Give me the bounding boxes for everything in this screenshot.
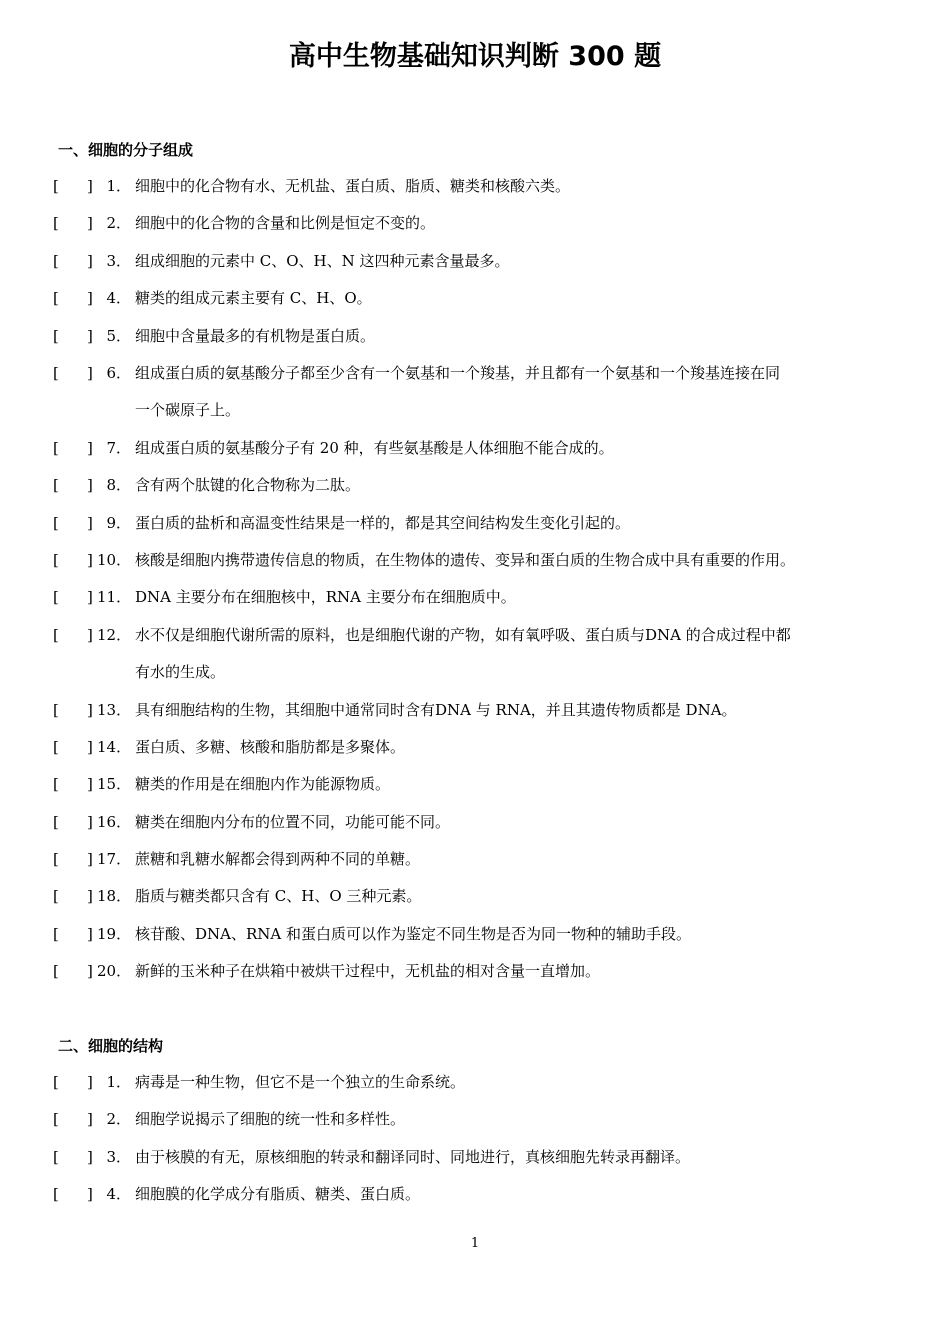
answer-bracket-close: ] — [87, 812, 93, 831]
answer-bracket-open: [ — [53, 550, 59, 569]
question-item — [0, 1184, 950, 1221]
answer-bracket-open: [ — [53, 177, 59, 195]
question-item — [0, 363, 950, 438]
question-list-section-1 — [0, 176, 950, 999]
section-heading-2: 二、细胞的结构 — [58, 1037, 164, 1055]
question-text: 细胞中的化合物的含量和比例是恒定不变的。 — [135, 214, 436, 233]
answer-bracket-close: ] — [87, 850, 93, 869]
question-text: 蛋白质的盐析和高温变性结果是一样的，都是其空间结构发生变化引起的。 — [135, 513, 631, 532]
answer-bracket-open: [ — [53, 363, 59, 382]
question-number: 3． — [106, 1147, 131, 1166]
question-item — [0, 886, 950, 923]
question-text: 细胞中含量最多的有机物是蛋白质。 — [135, 326, 376, 345]
question-item — [0, 288, 950, 325]
answer-bracket-close: ] — [87, 214, 93, 233]
answer-bracket-close: ] — [87, 550, 93, 569]
question-item — [0, 625, 950, 700]
question-number: 16． — [97, 812, 132, 831]
question-number: 6． — [106, 363, 131, 382]
answer-bracket-close: ] — [87, 588, 93, 607]
question-text: 脂质与糖类都只含有 C、H、O 三种元素。 — [135, 887, 422, 906]
answer-bracket-open: [ — [53, 962, 59, 981]
question-text: 组成蛋白质的氨基酸分子有 20 种，有些氨基酸是人体细胞不能合成的。 — [135, 438, 614, 457]
question-item — [0, 700, 950, 737]
answer-bracket-close: ] — [87, 962, 93, 981]
question-text: 组成蛋白质的氨基酸分子都至少含有一个氨基和一个羧基，并且都有一个氨基和一个羧基连接在同 — [135, 363, 781, 382]
section-heading-1: 一、细胞的分子组成 — [58, 141, 194, 159]
answer-bracket-close: ] — [87, 625, 93, 644]
answer-bracket-close: ] — [87, 326, 93, 345]
question-number: 14． — [97, 737, 132, 756]
answer-bracket-close: ] — [87, 177, 93, 195]
question-number: 20． — [97, 962, 132, 981]
question-number: 1． — [106, 1073, 131, 1091]
answer-bracket-open: [ — [53, 775, 59, 794]
answer-bracket-open: [ — [53, 214, 59, 233]
question-text: 新鲜的玉米种子在烘箱中被烘干过程中，无机盐的相对含量一直增加。 — [135, 962, 601, 981]
question-item — [0, 924, 950, 961]
answer-bracket-close: ] — [87, 737, 93, 756]
question-number: 4． — [106, 1185, 131, 1204]
question-number: 7． — [106, 438, 131, 457]
question-number: 1． — [106, 177, 131, 195]
question-number: 5． — [106, 326, 131, 345]
question-text: 具有细胞结构的生物，其细胞中通常同时含有DNA 与 RNA，并且其遗传物质都是 DNA。 — [135, 700, 737, 719]
answer-bracket-open: [ — [53, 251, 59, 270]
question-text-continued: 一个碳原子上。 — [135, 401, 241, 420]
page-number: 1 — [470, 1236, 480, 1251]
question-text: 细胞膜的化学成分有脂质、糖类、蛋白质。 — [135, 1185, 421, 1204]
question-item — [0, 961, 950, 998]
answer-bracket-close: ] — [87, 700, 93, 719]
question-item — [0, 326, 950, 363]
answer-bracket-open: [ — [53, 438, 59, 457]
page-title: 高中生物基础知识判断 300 题 — [288, 41, 662, 72]
question-text: 糖类的作用是在细胞内作为能源物质。 — [135, 775, 391, 794]
question-number: 2． — [106, 214, 131, 233]
question-item — [0, 176, 950, 213]
question-number: 17． — [97, 850, 132, 869]
question-text: 由于核膜的有无，原核细胞的转录和翻译同时、同地进行，真核细胞先转录再翻译。 — [135, 1147, 691, 1166]
answer-bracket-close: ] — [87, 289, 93, 308]
answer-bracket-close: ] — [87, 1147, 93, 1166]
question-text: 蔗糖和乳糖水解都会得到两种不同的单糖。 — [135, 850, 421, 869]
question-item — [0, 774, 950, 811]
answer-bracket-close: ] — [87, 1110, 93, 1129]
question-text: DNA 主要分布在细胞核中，RNA 主要分布在细胞质中。 — [135, 588, 516, 607]
answer-bracket-open: [ — [53, 737, 59, 756]
question-item — [0, 251, 950, 288]
question-number: 2． — [106, 1110, 131, 1129]
question-number: 8． — [106, 476, 131, 495]
answer-bracket-close: ] — [87, 251, 93, 270]
answer-bracket-close: ] — [87, 924, 93, 943]
question-item — [0, 1109, 950, 1146]
question-number: 3． — [106, 251, 131, 270]
answer-bracket-close: ] — [87, 1073, 93, 1091]
answer-bracket-open: [ — [53, 1110, 59, 1129]
answer-bracket-open: [ — [53, 1073, 59, 1091]
question-list-section-2 — [0, 1072, 950, 1222]
answer-bracket-close: ] — [87, 513, 93, 532]
answer-bracket-open: [ — [53, 1147, 59, 1166]
answer-bracket-open: [ — [53, 850, 59, 869]
question-text: 组成细胞的元素中 C、O、H、N 这四种元素含量最多。 — [135, 251, 510, 270]
question-number: 11． — [97, 588, 132, 607]
answer-bracket-close: ] — [87, 438, 93, 457]
question-text: 核苷酸、DNA、RNA 和蛋白质可以作为鉴定不同生物是否为同一物种的辅助手段。 — [135, 924, 692, 943]
question-number: 13． — [97, 700, 132, 719]
question-item — [0, 550, 950, 587]
answer-bracket-open: [ — [53, 625, 59, 644]
answer-bracket-close: ] — [87, 363, 93, 382]
question-text: 水不仅是细胞代谢所需的原料，也是细胞代谢的产物，如有氧呼吸、蛋白质与DNA 的合成过程中都 — [135, 625, 791, 644]
question-text: 含有两个肽键的化合物称为二肽。 — [135, 476, 361, 495]
question-text-continued: 有水的生成。 — [135, 663, 226, 682]
question-text: 蛋白质、多糖、核酸和脂肪都是多聚体。 — [135, 737, 406, 756]
question-item — [0, 1072, 950, 1109]
question-text: 糖类的组成元素主要有 C、H、O。 — [135, 289, 372, 308]
answer-bracket-open: [ — [53, 812, 59, 831]
answer-bracket-close: ] — [87, 476, 93, 495]
answer-bracket-close: ] — [87, 775, 93, 794]
question-item — [0, 213, 950, 250]
answer-bracket-open: [ — [53, 513, 59, 532]
question-item — [0, 849, 950, 886]
question-item — [0, 812, 950, 849]
answer-bracket-open: [ — [53, 924, 59, 943]
question-number: 10． — [97, 550, 132, 569]
answer-bracket-open: [ — [53, 588, 59, 607]
question-text: 病毒是一种生物，但它不是一个独立的生命系统。 — [135, 1073, 466, 1091]
answer-bracket-close: ] — [87, 1185, 93, 1204]
question-item — [0, 475, 950, 512]
answer-bracket-open: [ — [53, 887, 59, 906]
answer-bracket-close: ] — [87, 887, 93, 906]
question-number: 18． — [97, 887, 132, 906]
question-item — [0, 513, 950, 550]
answer-bracket-open: [ — [53, 326, 59, 345]
question-number: 9． — [106, 513, 131, 532]
answer-bracket-open: [ — [53, 700, 59, 719]
question-item — [0, 587, 950, 624]
answer-bracket-open: [ — [53, 289, 59, 308]
question-text: 核酸是细胞内携带遗传信息的物质，在生物体的遗传、变异和蛋白质的生物合成中具有重要的作用。 — [135, 550, 796, 569]
question-item — [0, 438, 950, 475]
question-number: 12． — [97, 625, 132, 644]
question-number: 15． — [97, 775, 132, 794]
answer-bracket-open: [ — [53, 476, 59, 495]
question-number: 4． — [106, 289, 131, 308]
question-text: 细胞中的化合物有水、无机盐、蛋白质、脂质、糖类和核酸六类。 — [135, 177, 571, 195]
question-text: 细胞学说揭示了细胞的统一性和多样性。 — [135, 1110, 406, 1129]
answer-bracket-open: [ — [53, 1185, 59, 1204]
question-item — [0, 737, 950, 774]
question-item — [0, 1147, 950, 1184]
question-number: 19． — [97, 924, 132, 943]
question-text: 糖类在细胞内分布的位置不同，功能可能不同。 — [135, 812, 451, 831]
